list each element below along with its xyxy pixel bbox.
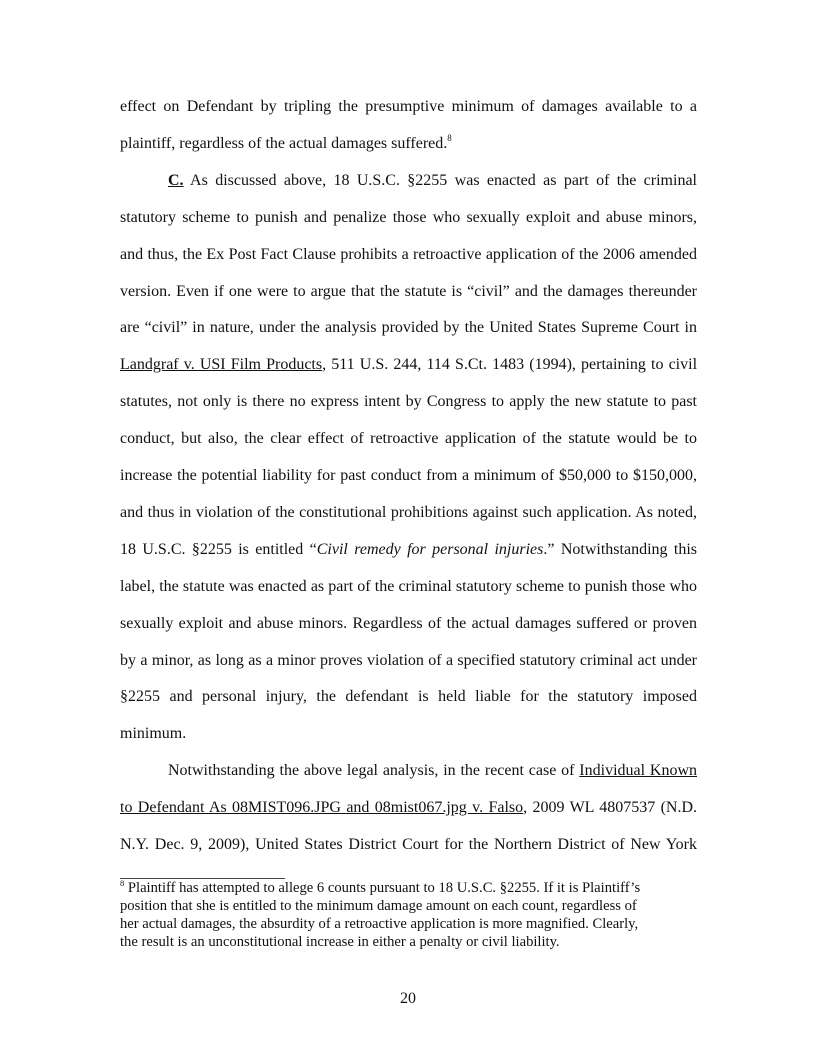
text-segment: label, the statute was enacted as part of the criminal statutory scheme to punish those who [120, 577, 697, 595]
text-segment: 18 U.S.C. §2255 is entitled “ [120, 540, 317, 558]
text-segment: , 2009 WL 4807537 (N.D. [523, 799, 698, 817]
body-line [120, 199, 697, 236]
text-segment: minimum. [120, 725, 187, 743]
text-segment: and thus, the Ex Post Fact Clause prohibits a retroactive application of the 2006 amended [120, 245, 697, 263]
body-line [120, 420, 697, 457]
body-line [120, 88, 697, 125]
case-citation: C. [168, 171, 184, 189]
text-segment: statutory scheme to punish and penalize those who sexually exploit and abuse minors, [120, 208, 697, 226]
footnote-text: Plaintiff has attempted to allege 6 counts pursuant to 18 U.S.C. §2255. If it is Plaintiff’s [127, 880, 641, 896]
text-segment: effect on Defendant by tripling the presumptive minimum of damages available to a [120, 98, 697, 115]
body-line [168, 162, 697, 199]
body-line [120, 236, 697, 273]
case-citation: Landgraf v. USI Film Products [120, 356, 323, 374]
text-segment: by a minor, as long as a minor proves violation of a specified statutory criminal act under [120, 651, 697, 669]
body-line [120, 789, 697, 826]
body-line [120, 605, 697, 642]
text-segment: As discussed above, 18 U.S.C. §2255 was enacted as part of the criminal [183, 171, 697, 189]
text-segment: .” Notwithstanding this [543, 540, 697, 558]
text-segment: statutes, not only is there no express intent by Congress to apply the new statute to past [120, 393, 697, 411]
text-segment: sexually exploit and abuse minors. Regardless of the actual damages suffered or proven [120, 614, 697, 632]
case-citation: Individual Known [579, 762, 698, 780]
text-segment: Notwithstanding the above legal analysis, in the recent case of [168, 762, 580, 780]
body-line [120, 494, 697, 531]
body-line [120, 457, 697, 494]
body-line [120, 642, 697, 679]
footnote-marker: 8 [120, 878, 125, 888]
text-segment: are “civil” in nature, under the analysis provided by the United States Supreme Court in [120, 319, 697, 337]
body-line [120, 309, 697, 346]
text-segment: increase the potential liability for past conduct from a minimum of $50,000 to $150,000, [120, 467, 697, 484]
footnote-text: the result is an unconstitutional increase in either a penalty or civil liability. [120, 934, 560, 950]
text-segment: plaintiff, regardless of the actual damages suffered. [120, 134, 448, 152]
body-line [120, 273, 697, 310]
text-segment: Civil remedy for personal injuries [316, 540, 544, 558]
footnote-line [120, 915, 700, 933]
body-line [120, 346, 697, 383]
footnote-line [120, 897, 700, 915]
body-line [120, 715, 697, 752]
footnote-text: position that she is entitled to the minimum damage amount on each count, regardless of [120, 898, 637, 914]
footnote-line [120, 879, 700, 897]
text-segment: version. Even if one were to argue that the statute is “civil” and the damages thereunder [120, 282, 697, 300]
footnote-reference: 8 [447, 132, 452, 143]
text-segment: and thus in violation of the constitutional prohibitions against such application. As noted, [120, 503, 697, 521]
body-line [120, 125, 697, 162]
text-segment: , 511 U.S. 244, 114 S.Ct. 1483 (1994), pertaining to civil [322, 356, 698, 374]
page-number: 20 [400, 990, 416, 1007]
text-segment: §2255 and personal injury, the defendant is held liable for the statutory imposed [120, 688, 697, 706]
body-line [120, 531, 697, 568]
footnote-line [120, 933, 700, 951]
case-citation: to Defendant As 08MIST096.JPG and 08mist067.jpg v. Falso [120, 799, 524, 817]
body-line [168, 752, 697, 789]
body-line [120, 678, 697, 715]
text-segment: N.Y. Dec. 9, 2009), United States District Court for the Northern District of New York [120, 836, 697, 853]
body-line [120, 383, 697, 420]
text-segment: conduct, but also, the clear effect of retroactive application of the statute would be to [120, 430, 697, 448]
body-line [120, 568, 697, 605]
body-line [120, 826, 697, 863]
footnote-text: her actual damages, the absurdity of a retroactive application is more magnified. Clearly, [120, 916, 639, 932]
